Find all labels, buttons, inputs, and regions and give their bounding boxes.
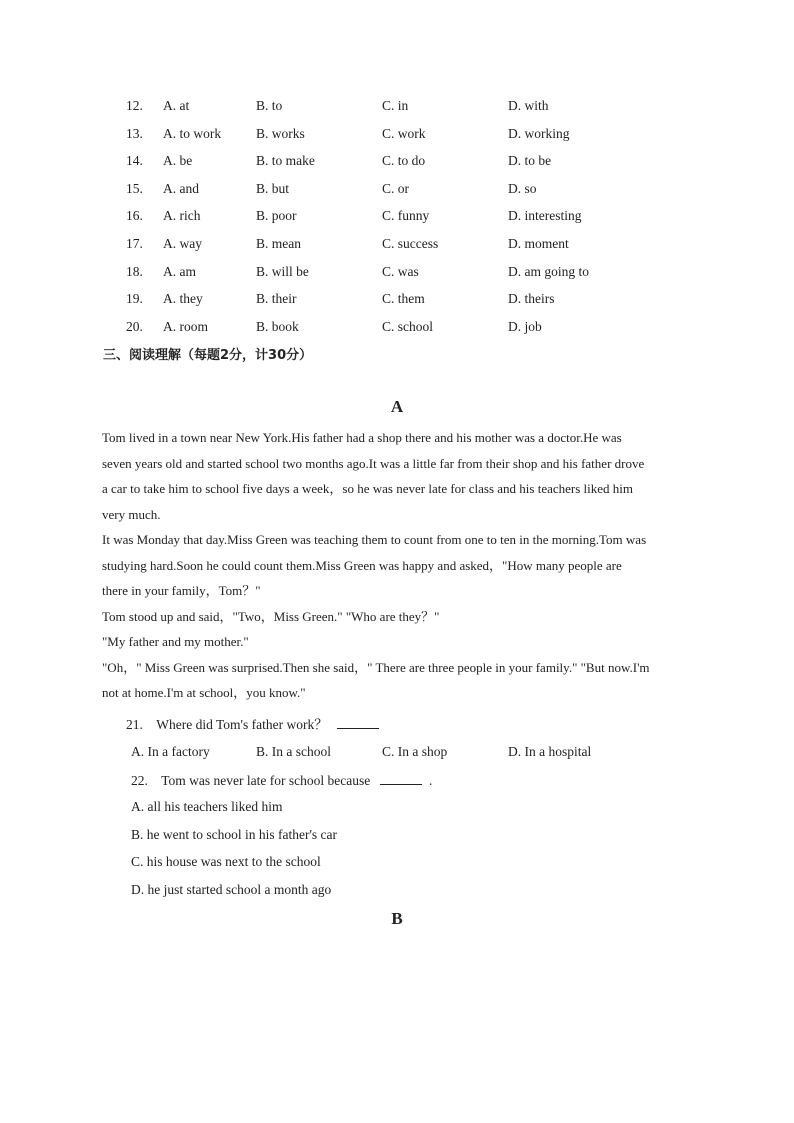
question-text: Where did Tom's father work？ bbox=[156, 717, 328, 732]
option-d: D. moment bbox=[508, 236, 569, 251]
option-row-14 bbox=[0, 151, 794, 171]
passage-line: Tom lived in a town near New York.His father had a shop there and his mother was a doctor.He was bbox=[102, 430, 622, 445]
q22-option-a: A. all his teachers liked him bbox=[131, 799, 283, 814]
option-b: B. mean bbox=[256, 236, 301, 251]
option-d: D. job bbox=[508, 319, 542, 334]
option-b: B. to bbox=[256, 98, 283, 113]
passage-line: seven years old and started school two months ago.It was a little far from their shop and his father drove bbox=[102, 455, 645, 471]
reading-passage-a bbox=[102, 425, 702, 706]
option-a: A. way bbox=[163, 236, 202, 251]
passage-line: It was Monday that day.Miss Green was teaching them to count from one to ten in the morning.Tom was bbox=[102, 532, 647, 547]
passage-line: there in your family，Tom？" bbox=[102, 583, 261, 598]
option-c: C. was bbox=[382, 264, 419, 279]
q21-option-a: A. In a factory bbox=[131, 744, 210, 759]
option-d: D. so bbox=[508, 181, 537, 196]
answer-blank bbox=[337, 714, 379, 729]
option-a: A. am bbox=[163, 264, 196, 279]
question-number: 17. bbox=[126, 236, 143, 251]
option-c: C. them bbox=[382, 291, 425, 306]
option-a: A. to work bbox=[163, 126, 222, 141]
option-row-12 bbox=[0, 96, 794, 116]
question-number: 16. bbox=[126, 208, 143, 223]
q21-option-c: C. In a shop bbox=[382, 744, 448, 759]
question-number: 22. bbox=[131, 773, 148, 788]
q21-option-d: D. In a hospital bbox=[508, 744, 592, 759]
option-c: C. success bbox=[382, 236, 439, 251]
question-number: 14. bbox=[126, 153, 143, 168]
q22-option-b: B. he went to school in his father's car bbox=[131, 827, 338, 842]
option-a: A. and bbox=[163, 181, 199, 196]
option-a: A. be bbox=[163, 153, 193, 168]
passage-line: very much. bbox=[102, 506, 161, 522]
q21-option-b: B. In a school bbox=[256, 744, 331, 759]
option-a: A. rich bbox=[163, 208, 201, 223]
question-21-stem bbox=[126, 714, 379, 735]
option-d: D. working bbox=[508, 126, 570, 141]
passage-line: studying hard.Soon he could count them.Miss Green was happy and asked，"How many people are bbox=[102, 557, 622, 573]
option-row-20 bbox=[0, 317, 794, 337]
option-d: D. theirs bbox=[508, 291, 555, 306]
option-c: C. funny bbox=[382, 208, 430, 223]
option-c: C. work bbox=[382, 126, 426, 141]
option-d: D. am going to bbox=[508, 264, 589, 279]
passage-line: a car to take him to school five days a week，so he was never late for class and his teachers liked him bbox=[102, 481, 634, 496]
question-22-stem bbox=[131, 770, 432, 791]
part-a-title: A bbox=[390, 397, 404, 416]
question-tail: . bbox=[428, 773, 433, 788]
q22-option-c: C. his house was next to the school bbox=[131, 854, 321, 869]
question-number: 19. bbox=[126, 291, 143, 306]
passage-line: "My father and my mother." bbox=[102, 634, 249, 649]
option-row-18 bbox=[0, 262, 794, 282]
q22-option-d: D. he just started school a month ago bbox=[131, 882, 332, 897]
question-number: 15. bbox=[126, 181, 143, 196]
option-row-17 bbox=[0, 234, 794, 254]
option-a: A. they bbox=[163, 291, 203, 306]
option-d: D. interesting bbox=[508, 208, 582, 223]
option-c: C. to do bbox=[382, 153, 426, 168]
option-b: B. to make bbox=[256, 153, 315, 168]
answer-blank bbox=[380, 770, 422, 785]
passage-line: "Oh，" Miss Green was surprised.Then she said，" There are three people in your family." "But now.I'm bbox=[102, 659, 650, 675]
question-number: 20. bbox=[126, 319, 143, 334]
question-number: 13. bbox=[126, 126, 143, 141]
option-row-19 bbox=[0, 289, 794, 309]
option-d: D. with bbox=[508, 98, 549, 113]
question-text: Tom was never late for school because bbox=[161, 773, 371, 788]
option-d: D. to be bbox=[508, 153, 552, 168]
option-b: B. poor bbox=[256, 208, 297, 223]
question-number: 12. bbox=[126, 98, 143, 113]
section-title: 三、阅读理解（每题2分，计30分） bbox=[103, 348, 313, 363]
question-number: 18. bbox=[126, 264, 143, 279]
option-row-15 bbox=[0, 179, 794, 199]
option-b: B. works bbox=[256, 126, 305, 141]
question-number: 21. bbox=[126, 717, 143, 732]
part-b-title: B bbox=[391, 909, 403, 928]
option-b: B. their bbox=[256, 291, 297, 306]
option-b: B. book bbox=[256, 319, 299, 334]
passage-line: Tom stood up and said，"Two，Miss Green." "Who are they？" bbox=[102, 608, 440, 624]
option-c: C. in bbox=[382, 98, 409, 113]
option-b: B. but bbox=[256, 181, 290, 196]
option-c: C. school bbox=[382, 319, 434, 334]
option-row-16 bbox=[0, 206, 794, 226]
option-b: B. will be bbox=[256, 264, 309, 279]
passage-line: not at home.I'm at school，you know." bbox=[102, 685, 306, 700]
option-row-13 bbox=[0, 124, 794, 144]
option-c: C. or bbox=[382, 181, 409, 196]
option-a: A. room bbox=[163, 319, 208, 334]
option-a: A. at bbox=[163, 98, 190, 113]
